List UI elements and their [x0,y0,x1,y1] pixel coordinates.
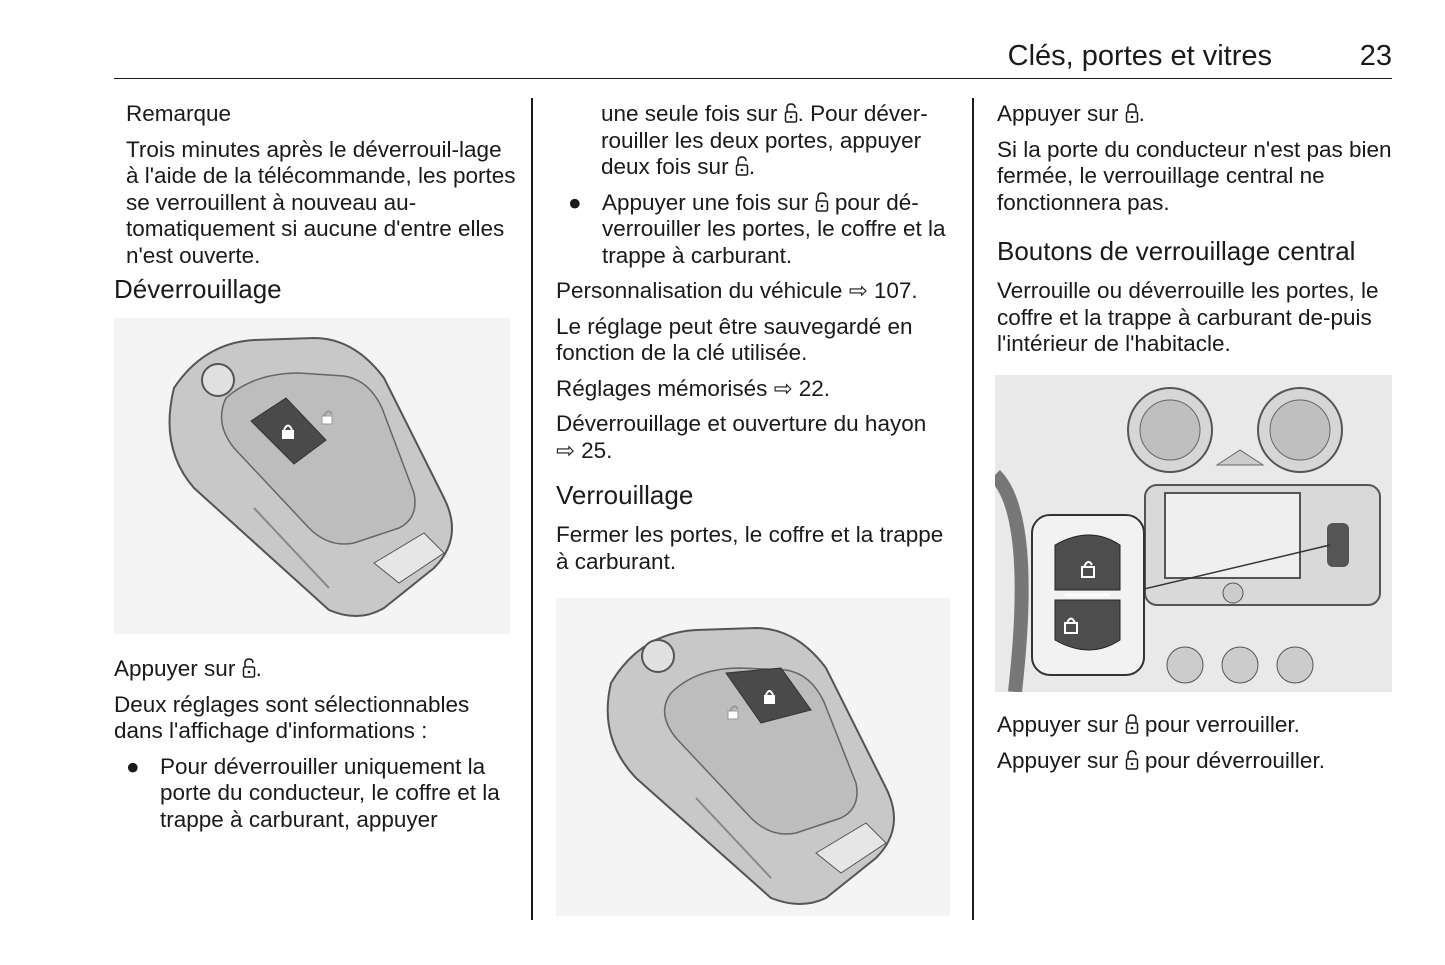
reference-page: 22. [798,375,831,401]
bullet-item-1-text: Pour déverrouiller uniquement la porte du conducteur, le coffre et la trappe à carburant, appuyer [160,753,500,832]
reference-arrow-icon: ⇨ [773,375,793,401]
page-number: 23 [1359,40,1392,72]
driver-door-text: Si la porte du conducteur n'est pas bien fermée, le verrouillage central ne fonctionnera pas. [997,136,1392,215]
column-1-lower [114,656,514,842]
press-prefix: Appuyer sur [114,656,236,681]
column-3-lower [997,712,1392,783]
reference-text: Réglages mémorisés [556,375,768,401]
reference-page: 107. [873,278,918,303]
unlock-suffix: pour déverrouiller. [1144,747,1325,773]
reference-arrow-icon: ⇨ [556,437,575,463]
press-to-lock-line [997,712,1392,739]
press-to-unlock-line [997,748,1392,775]
bullet-continuation [556,101,956,181]
page-title: Clés, portes et vitres [1007,40,1272,72]
reference-text: Déverrouillage et ouverture du hayon [556,411,927,436]
continuation-text-b: . Pour déver-rouiller les deux portes, appuyer deux fois sur [601,101,928,179]
press-suffix: . [255,656,262,681]
settings-text: Deux réglages sont sélectionnables dans l'affichage d'informations : [114,691,470,743]
unlock-prefix: Appuyer sur [997,747,1119,773]
press-lock-line [997,101,1392,128]
continuation-text-a: une seule fois sur [601,101,778,126]
press-suffix: . [1138,101,1145,126]
note-text: Trois minutes après le déverrouil-lage à l'aide de la télécommande, les portes se verrouillent à nouveau au-tomatiquement si aucune d'entre elles n'est ouverte. [126,136,516,268]
central-lock-text: Verrouille ou déverrouille les portes, le coffre et la trappe à carburant de-puis l'intérieur de l'habitacle. [997,278,1379,356]
remote-key-lock-figure [556,598,950,916]
section-heading-unlock: Déverrouillage [114,274,282,304]
reference-text: Personnalisation du véhicule [556,278,843,303]
bullet-icon: ● [568,189,582,215]
reference-page: 25. [581,437,613,463]
press-prefix: Appuyer sur [997,101,1119,126]
section-heading-lock: Verrouillage [556,480,694,510]
reference-personalisation [556,278,956,305]
bullet-item-2-text-b: pour dé-verrouiller les portes, le coffre et la trappe à carburant. [602,189,946,268]
lock-prefix: Appuyer sur [997,712,1119,737]
column-divider-1 [531,98,533,920]
setting-saved-text: Le réglage peut être sauvegardé en fonction de la clé utilisée. [556,313,913,365]
bullet-item-1 [114,754,514,834]
reference-tailgate [556,411,956,464]
bullet-item-2-text-a: Appuyer une fois sur [602,189,809,215]
unlock-symbol-icon [242,657,256,679]
bullet-item-2 [556,190,956,270]
section-heading-central-lock: Boutons de verrouillage central [997,236,1356,266]
column-divider-2 [972,98,974,920]
unlock-symbol-icon [735,155,749,177]
remote-key-unlock-figure [114,318,510,634]
lock-suffix: pour verrouiller. [1144,712,1300,737]
central-locking-buttons-figure [995,375,1392,692]
reference-memorised [556,376,956,403]
continuation-text-c: . [748,154,756,179]
note-title: Remarque [126,101,232,126]
column-2 [556,101,956,584]
lock-symbol-icon [1125,713,1139,735]
column-1 [126,101,516,278]
column-3 [997,101,1392,367]
page-header [114,0,1392,79]
press-unlock-line [114,656,514,683]
unlock-symbol-icon [815,191,829,213]
lock-symbol-icon [1125,102,1139,124]
reference-arrow-icon: ⇨ [848,278,868,303]
unlock-symbol-icon [1125,749,1139,771]
unlock-symbol-icon [784,102,798,124]
bullet-icon: ● [126,753,140,779]
column-1-main [114,274,514,316]
lock-text: Fermer les portes, le coffre et la trappe à carburant. [556,522,944,574]
